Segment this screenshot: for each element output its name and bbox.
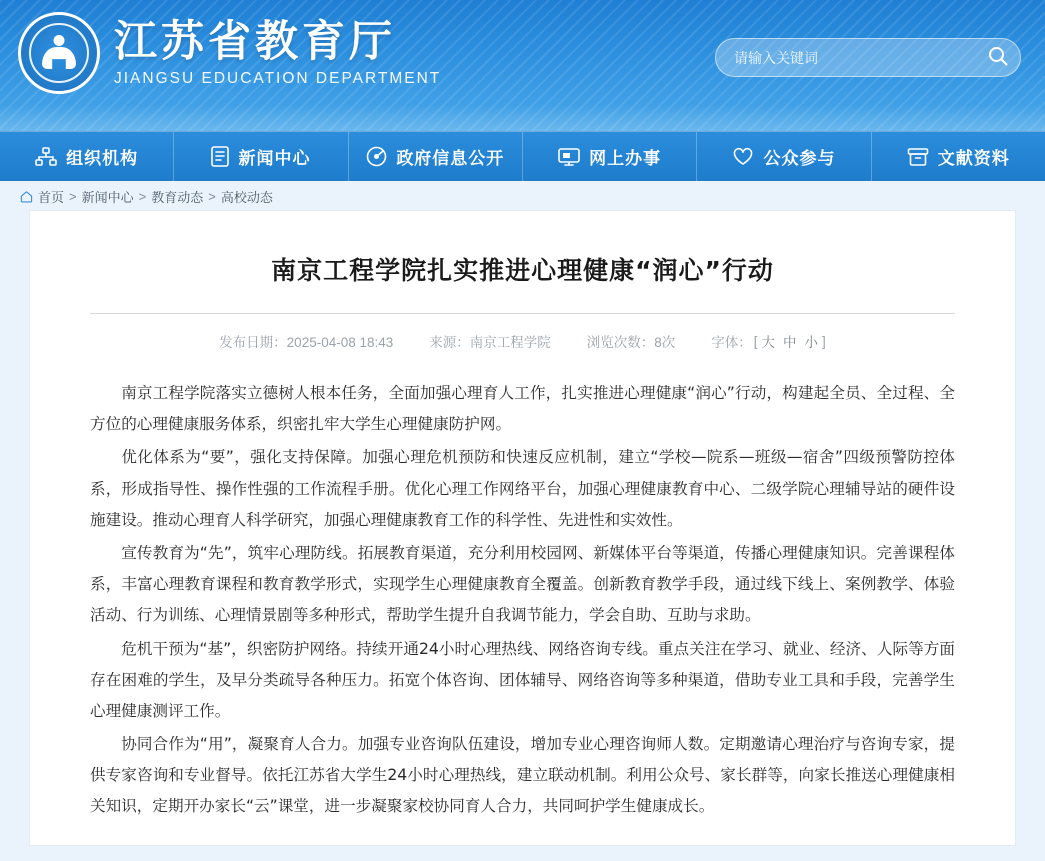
breadcrumb-item-education-news[interactable]: 教育动态 — [151, 189, 204, 205]
publish-date: 发布日期：2025-04-08 18:43 — [219, 335, 394, 350]
nav-item-label: 新闻中心 — [238, 149, 311, 168]
heart-icon — [732, 147, 754, 167]
breadcrumb-separator: > — [138, 188, 147, 204]
font-size-control — [711, 330, 826, 352]
site-title: 江苏省教育厅 — [114, 17, 396, 68]
breadcrumb-separator: > — [69, 188, 77, 204]
home-icon — [20, 190, 33, 203]
nav-item-label: 组织机构 — [66, 149, 139, 168]
article-paragraph: 宣传教育为“先”，筑牢心理防线。拓展教育渠道，充分利用校园网、新媒体平台等渠道，传播心理健康知识。完善课程体系，丰富心理教育课程和教育教学形式，实现学生心理健康教育全覆盖。创新教育教学手段，通过线下线上、案例教学、体验活动、行为训练、心理情景剧等多种形式，帮助学生提升自我调节能力，学会自助、互助与求助。 — [90, 543, 955, 625]
nav-item-documents[interactable] — [872, 132, 1045, 181]
site-subtitle: JIANGSU EDUCATION DEPARTMENT — [114, 69, 442, 87]
search-icon — [987, 45, 1009, 70]
breadcrumb-item-home[interactable]: 首页 — [38, 189, 65, 205]
search-box[interactable] — [715, 38, 1021, 77]
article-paragraph: 协同合作为“用”，凝聚育人合力。加强专业咨询队伍建设，增加专业心理咨询师人数。定期邀请心理治疗与咨询专家，提供专家咨询和专业督导。依托江苏省大学生24小时心理热线，建立联动机制。利用公众号、家长群等，向家长推送心理健康相关知识，定期开办家长“云”课堂，进一步凝聚家校协同育人合力，共同呵护学生健康成长。 — [90, 735, 955, 816]
article-paragraph: 南京工程学院落实立德树人根本任务，全面加强心理育人工作，扎实推进心理健康“润心”行动，构建起全员、全过程、全方位的心理健康服务体系，织密扎牢大学生心理健康防护网。 — [90, 384, 955, 434]
article-container — [30, 211, 1015, 845]
article-body — [90, 378, 955, 823]
article-paragraph: 优化体系为“要”，强化支持保障。加强心理危机预防和快速反应机制，建立“学校—院系—班级—宿舍”四级预警防控体系，形成指导性、操作性强的工作流程手册。优化心理工作网络平台，加强心理健康教育中心、二级学院心理辅导站的硬件设施建设。推动心理育人科学研究，加强心理健康教育工作的科学性、先进性和实效性。 — [90, 448, 955, 529]
view-count: 浏览次数：8次 — [586, 335, 676, 350]
font-size-medium-button[interactable]: 中 — [779, 330, 801, 352]
search-button[interactable] — [976, 39, 1020, 76]
font-size-label: 字体： — [711, 335, 752, 350]
archive-icon — [907, 147, 929, 167]
org-structure-icon — [35, 147, 57, 167]
main-navigation — [0, 131, 1045, 181]
monitor-icon — [558, 147, 580, 167]
nav-item-label: 文献资料 — [937, 149, 1010, 168]
info-disclosure-icon — [366, 146, 387, 167]
nav-item-label: 公众参与 — [763, 149, 836, 168]
document-icon — [211, 146, 229, 167]
nav-item-news-center[interactable] — [174, 132, 348, 181]
article-source: 来源：南京工程学院 — [429, 335, 551, 350]
bracket-right: ] — [822, 333, 826, 349]
site-header — [0, 0, 1045, 131]
font-size-small-button[interactable]: 小 — [801, 330, 823, 352]
breadcrumb — [0, 181, 1045, 211]
breadcrumb-item-university-news[interactable]: 高校动态 — [220, 189, 273, 205]
jiangsu-education-emblem-icon — [18, 12, 100, 94]
breadcrumb-item-news-center[interactable]: 新闻中心 — [81, 189, 134, 205]
font-size-large-button[interactable]: 大 — [758, 330, 780, 352]
breadcrumb-separator: > — [208, 188, 216, 204]
nav-item-organization[interactable] — [0, 132, 174, 181]
site-logo[interactable] — [18, 12, 441, 94]
bracket-left: [ — [753, 333, 758, 349]
nav-item-government-info[interactable] — [349, 132, 523, 181]
nav-item-online-service[interactable] — [523, 132, 697, 181]
article-paragraph: 危机干预为“基”，织密防护网络。持续开通24小时心理热线、网络咨询专线。重点关注在学习、就业、经济、人际等方面存在困难的学生，及早分类疏导各种压力。拓宽个体咨询、团体辅导、网络咨询等多种渠道，借助专业工具和手段，完善学生心理健康测评工作。 — [90, 639, 955, 720]
nav-item-label: 政府信息公开 — [396, 149, 505, 168]
nav-item-label: 网上办事 — [589, 149, 662, 168]
article-title: 南京工程学院扎实推进心理健康“润心”行动 — [271, 256, 774, 285]
nav-item-public-participation[interactable] — [697, 132, 871, 181]
search-input[interactable] — [716, 50, 976, 66]
article-meta — [90, 314, 955, 360]
